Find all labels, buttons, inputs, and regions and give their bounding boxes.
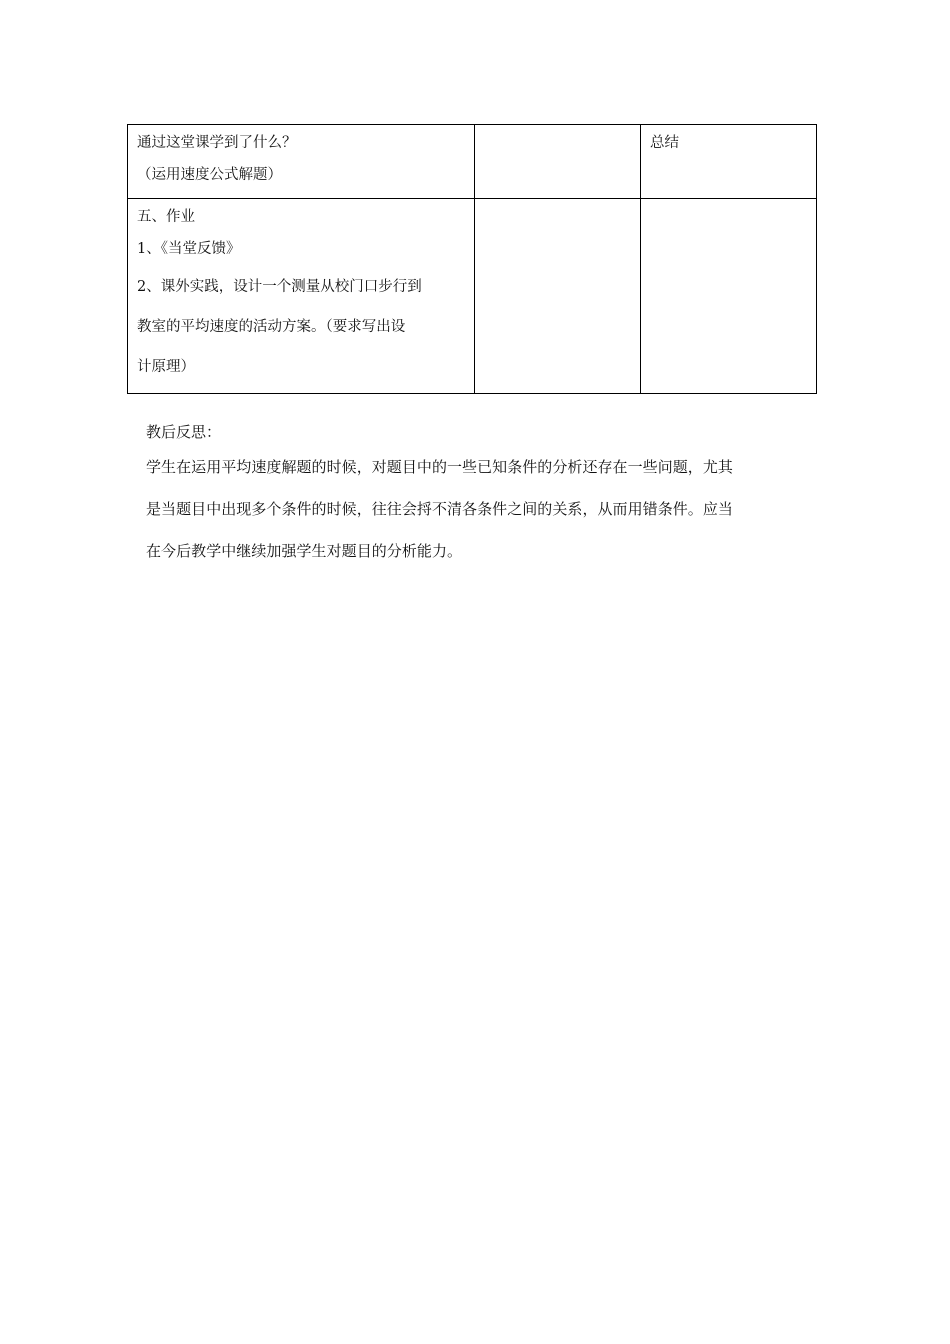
table-row bbox=[128, 125, 817, 199]
table-row bbox=[128, 199, 817, 394]
homework-item-2-end: 计原理） bbox=[137, 359, 195, 375]
homework-heading: 五、作业 bbox=[137, 209, 195, 225]
teaching-reflection bbox=[146, 418, 816, 572]
design-intent-cell bbox=[641, 125, 817, 199]
homework-cell bbox=[128, 199, 475, 394]
homework-item-1: 1、《当堂反馈》 bbox=[137, 241, 241, 257]
homework-item-2: 2、课外实践，设计一个测量从校门口步行到 bbox=[137, 279, 422, 295]
design-intent-cell bbox=[641, 199, 817, 394]
reflection-line: 是当题目中出现多个条件的时候，往往会捋不清各条件之间的关系，从而用错条件。应当 bbox=[146, 500, 733, 518]
lesson-table bbox=[127, 124, 817, 394]
summary-label: 总结 bbox=[650, 135, 679, 151]
summary-answer: （运用速度公式解题） bbox=[137, 167, 282, 183]
reflection-line: 在今后教学中继续加强学生对题目的分析能力。 bbox=[146, 542, 463, 560]
summary-question: 通过这堂课学到了什么？ bbox=[137, 135, 297, 151]
homework-item-2-cont: 教室的平均速度的活动方案。（要求写出设 bbox=[137, 319, 406, 335]
summary-question-cell bbox=[128, 125, 475, 199]
student-activity-cell bbox=[475, 125, 641, 199]
student-activity-cell bbox=[475, 199, 641, 394]
reflection-line: 学生在运用平均速度解题的时候，对题目中的一些已知条件的分析还存在一些问题，尤其 bbox=[146, 458, 733, 476]
reflection-title: 教后反思： bbox=[146, 423, 222, 441]
